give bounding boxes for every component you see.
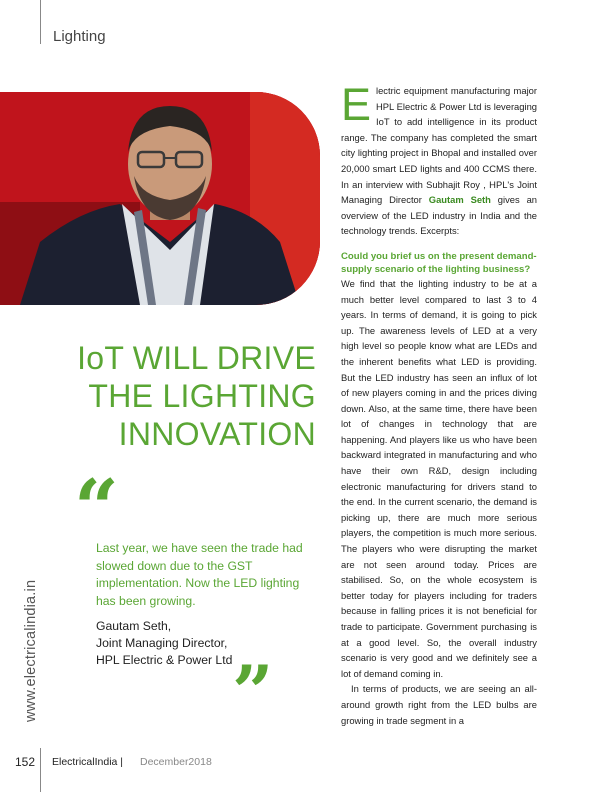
interview-question: Could you brief us on the present demand-supply scenario of the lighting business? [341,250,537,275]
attribution-name: Gautam Seth, [96,619,172,633]
answer-paragraph-2: In terms of products, we are seeing an all-around growth right from the LED bulbs are growing in trade segment in a [341,683,537,726]
open-quote-mark: “ [74,463,119,554]
intro-paragraph [341,79,538,239]
header-rule [40,0,41,44]
issue-date: December2018 [140,756,212,768]
speaker-name: Gautam Seth [428,194,491,206]
headline-line-3: INNOVATION [118,416,316,452]
page-number: 152 [15,755,36,769]
section-label: Lighting [53,28,106,45]
attribution-company: HPL Electric & Power Ltd [96,653,233,667]
headline-line-2: THE LIGHTING [88,378,316,414]
pull-quote-attribution [96,618,311,669]
magazine-name: ElectricalIndia | [52,756,124,768]
headline-line-1: IoT WILL DRIVE [77,340,316,376]
drop-cap: E [341,79,372,130]
article-column [341,79,538,728]
attribution-title: Joint Managing Director, [96,636,228,650]
portrait-photo [0,92,320,305]
answer-paragraph: We find that the lighting industry to be at a much better level compared to last 3 to 4 years. In terms of demand, it is going to pick up. The awareness levels of LED at a very high level so people know what are LEDs and the inherent benefits what LED is providing. But the LED industry has seen an influx of lot of new players coming in and the prices diving down. Also, at the same time, there have been lot of changes in technology that are happening. And players like us who have been backward integrated in manufacturing and who have their own R&D, design including electronic manufacturing for drivers stand to the end. In the current scenario, the demand is picking up, there are much more serious players, the competition is much more serious. The players who were disrupting the market are not seen around today. Prices are stabilised. So, on the whole ecosystem is better today for players including for traders because in falling prices it is not beneficial for trade to participate. Government purchasing is at a good level. So, the overall industry scenario is very good and we definitely see a lot of demand coming in. [341,277,537,679]
pull-quote-text: Last year, we have seen the trade had slowed down due to the GST implementation. Now the LED lighting has been growing. [96,541,303,608]
intro-text: lectric equipment manufacturing major HPL Electric & Power Ltd is leveraging IoT to add intelligence in its product range. The company has completed the smart city lighting project in Bhopal and installed over 20,000 smart LED lights and 400 CCMS there. In an interview with Subhajit Roy , HPL's Joint Managing Director [341,85,537,206]
headline [40,339,316,453]
intro-text-end: gives an overview of the LED industry in India and the technology trends. Excerpts: [341,194,538,237]
footer-rule [40,748,41,792]
portrait-illustration [0,92,320,305]
side-url: www.electricalindia.in [23,579,39,722]
close-quote-mark: ” [232,649,274,734]
